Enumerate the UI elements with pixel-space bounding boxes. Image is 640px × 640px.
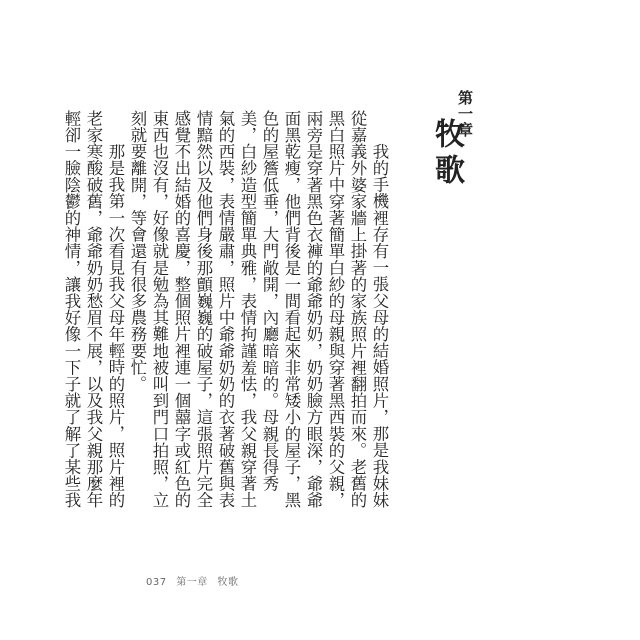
chapter-label: 第一章: [456, 90, 474, 138]
page-footer: [146, 573, 244, 588]
paragraph: 我的手機裡存有一張父母的結婚照片，那是我妹妹從嘉義外婆家牆上掛著的家族照片裡翻拍而來。老舊的黑白照片中穿著簡單白紗的母親與穿著黑西裝的父親，兩旁是穿著黑色衣褲的爺爺奶奶，奶奶臉方眼深，爺爺面黑乾瘦，他們背後是一間看起來非常矮小的屋子，黑色的屋簷低垂，大門敞開，內廳暗暗的。母親長得秀美，白紗造型簡單典雅，表情拘謹羞怯，我父親穿著土氣的西裝，表情嚴肅，照片中爺爺奶奶的衣著破舊與表情黯然以及他們身後那顫巍巍的破屋子，這張照片完全感覺不出結婚的喜慶，整個照片裡連一個囍字或紅色的東西也沒有，好像就是勉為其難地被叫到門口拍照，立刻就要離開，等會還有很多農務要忙。: [128, 110, 389, 509]
paragraph: 那是我第一次看見我父母年輕時的照片，照片裡的老家寒酸破舊，爺爺奶奶愁眉不展，以及我父親那麼年輕卻一臉陰鬱的神情，讓我好像一下子就了解了某些我: [62, 110, 125, 509]
body-text: [62, 110, 390, 520]
footer-chapter-label: 第一章: [176, 577, 208, 588]
page-number: 037: [146, 577, 167, 588]
footer-chapter-name: 牧歌: [217, 577, 239, 588]
chapter-title: 牧歌: [429, 118, 464, 190]
